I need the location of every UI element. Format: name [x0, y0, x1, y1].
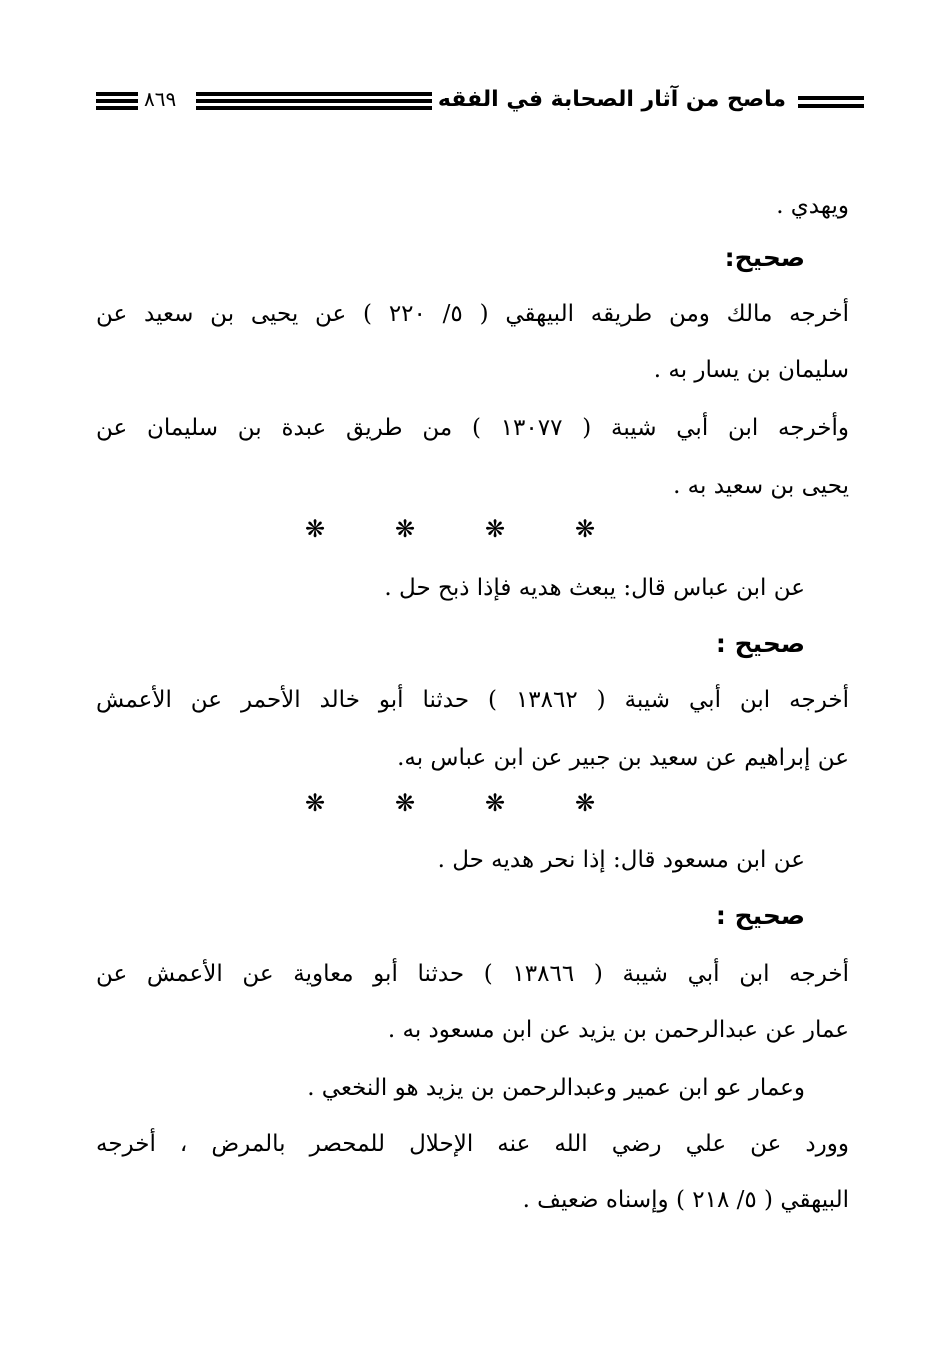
- text-line-3b: يحيى بن سعيد به .: [673, 473, 849, 499]
- header-rule-middle-mid: [196, 99, 466, 103]
- star-ornament-icon: ❋: [574, 515, 596, 543]
- star-separator-2: [300, 788, 600, 818]
- text-line-9a: وورد عن علي رضي الله عنه الإحلال للمحصر بالمرض ، أخرجه: [96, 1131, 849, 1157]
- text-line-2b: سليمان بن يسار به .: [653, 357, 849, 383]
- header-rule-left-bottom: [96, 106, 138, 110]
- text-line-7b: عمار عن عبدالرحمن بن يزيد عن ابن مسعود به .: [387, 1017, 849, 1043]
- text-line-5b: عن إبراهيم عن سعيد بن جبير عن ابن عباس به.: [397, 745, 849, 771]
- text-line-3a: وأخرجه ابن أبي شيبة ( ١٣٠٧٧ ) من طريق عبدة بن سليمان عن: [96, 415, 849, 441]
- star-ornament-icon: ❋: [304, 515, 326, 543]
- text-line-8: وعمار عو ابن عمير وعبدالرحمن بن يزيد هو النخعي .: [307, 1075, 805, 1101]
- header-rule-left-top: [96, 92, 138, 96]
- star-ornament-icon: ❋: [394, 789, 416, 817]
- header-title: ماصح من آثار الصحابة في الفقه: [432, 86, 792, 114]
- header-rule-left-mid: [96, 99, 138, 103]
- star-ornament-icon: ❋: [304, 789, 326, 817]
- text-line-9b: البيهقي ( ٥/ ٢١٨ ) وإسناه ضعيف .: [522, 1187, 849, 1213]
- header-rule-right-bottom: [798, 104, 864, 108]
- text-line-5a: أخرجه ابن أبي شيبة ( ١٣٨٦٢ ) حدثنا أبو خالد الأحمر عن الأعمش: [96, 687, 849, 713]
- text-line-2a: أخرجه مالك ومن طريقه البيهقي ( ٥/ ٢٢٠ ) عن يحيى بن سعيد عن: [96, 301, 850, 327]
- header-rule-middle-bottom: [196, 106, 466, 110]
- text-line-4: عن ابن عباس قال: يبعث هديه فإذا ذبح حل .: [384, 575, 805, 601]
- text-line-7a: أخرجه ابن أبي شيبة ( ١٣٨٦٦ ) حدثنا أبو معاوية عن الأعمش عن: [96, 961, 849, 987]
- star-ornament-icon: ❋: [484, 515, 506, 543]
- header-rule-middle-top: [196, 92, 466, 96]
- star-ornament-icon: ❋: [574, 789, 596, 817]
- running-header: [96, 84, 864, 124]
- text-line-6: عن ابن مسعود قال: إذا نحر هديه حل .: [437, 847, 805, 873]
- heading-sahih-2: صحيح :: [715, 629, 805, 658]
- heading-sahih-3: صحيح :: [715, 901, 805, 930]
- text-line-1: ويهدي .: [776, 193, 849, 219]
- star-separator-1: [300, 514, 600, 544]
- page-number: ٨٦٩: [140, 86, 180, 112]
- star-ornament-icon: ❋: [484, 789, 506, 817]
- heading-sahih-1: صحيح:: [724, 243, 805, 272]
- header-rule-right-top: [798, 96, 864, 100]
- star-ornament-icon: ❋: [394, 515, 416, 543]
